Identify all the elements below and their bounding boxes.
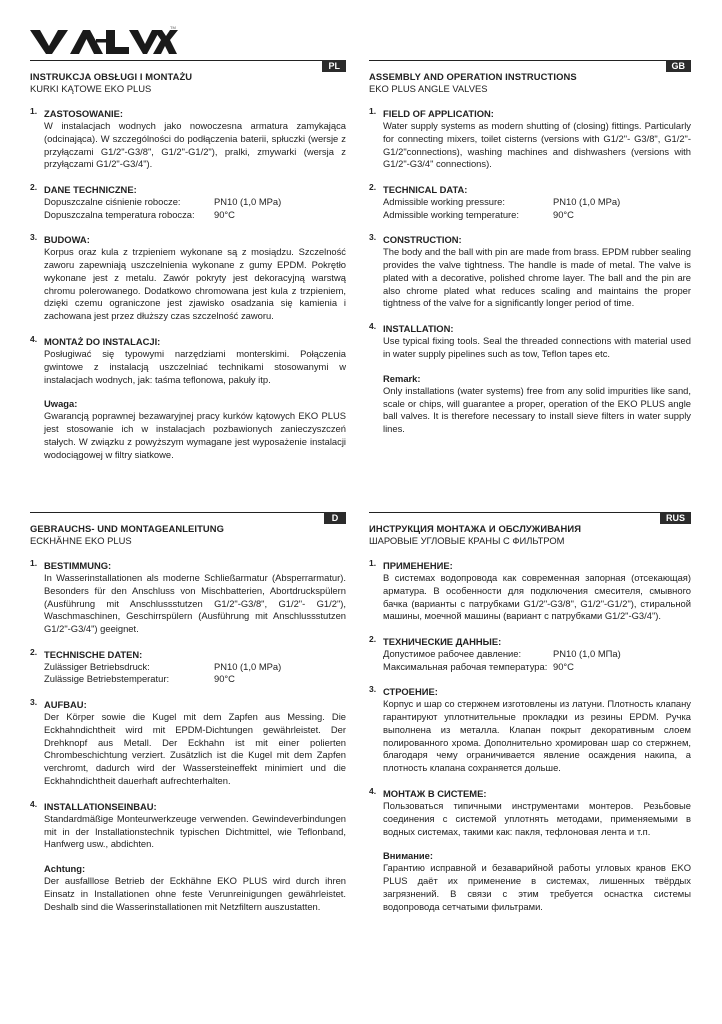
section-number: 1. bbox=[369, 558, 377, 568]
ru-section-construction bbox=[369, 686, 691, 775]
section-text: Water supply systems as modern shutting of (closing) fittings. Particularly for connecting mixers, toilet cisterns (versions with G1/2"- G3/8", G1/2"-G1/2"connections), washing machines and dishwashers (versions with G1/2"-G3/4" connections). bbox=[383, 120, 691, 170]
gb-title: ASSEMBLY AND OPERATION INSTRUCTIONS bbox=[369, 71, 577, 82]
section-title: ТЕХНИЧЕСКИЕ ДАННЫЕ: bbox=[383, 636, 502, 648]
spec-label: Dopuszczalne ciśnienie robocze: bbox=[44, 196, 181, 208]
section-text: Пользоваться типичными инструментами монтеров. Резьбовые соединения с системой уплотнять методами, применяемыми в водных системах, такими как: пакля, тефлоновая лента и т.п. bbox=[383, 799, 691, 837]
pl-section-technical bbox=[30, 184, 346, 221]
ru-section-application bbox=[369, 560, 691, 623]
spec-label: Admissible working temperature: bbox=[383, 208, 519, 220]
de-section-construction bbox=[30, 696, 346, 788]
spec-value: PN10 (1,0 MPa) bbox=[214, 660, 282, 672]
note-text: Gwarancją poprawnej bezawaryjnej pracy kurków kątowych EKO PLUS jest stosowanie ich w instalacjach pozbawionych zanieczyszczeń stałych. W związku z powyższym wymagane jest wyposażenie instalacji wodociągowej w filtry siatkowe. bbox=[44, 410, 346, 460]
section-text: Der Körper sowie die Kugel mit dem Zapfen aus Messing. Die Eckhahndichtheit wird mit EPDM-Dichtungen gewährleistet. Der Drehknopf aus Metall. Der Eckhahn ist mit einer polierten Chrombeschichtung verziert. Zusätzlich ist die Kugel mit dem Zapfen verchromt, dadurch wird der Wassersteineffekt minimiert und die Eckhahndichtheit dauerhaft aufrechterhalten. bbox=[44, 710, 346, 786]
spec-value: 90°C bbox=[214, 673, 235, 685]
gb-section-technical bbox=[369, 184, 691, 221]
note-text: Гарантию исправной и безаварийной работы угловых кранов EKO PLUS даёт их применение в системах, лишенных твёрдых загрязнений. В связи с этим требуется оснастка системы водопровода сетчатыми фильтрами. bbox=[383, 862, 691, 912]
pl-section-application bbox=[30, 108, 346, 171]
spec-row-temperature bbox=[383, 661, 691, 674]
spec-row-temperature bbox=[44, 209, 346, 222]
de-section-technical bbox=[30, 646, 346, 686]
note-title: Внимание: bbox=[383, 850, 433, 862]
section-number: 4. bbox=[369, 321, 377, 332]
section-number: 4. bbox=[30, 798, 38, 809]
section-title: СТРОЕНИЕ: bbox=[383, 686, 438, 698]
pl-header bbox=[30, 60, 346, 95]
spec-row-temperature bbox=[44, 673, 346, 686]
section-title: ПРИМЕНЕНИЕ: bbox=[383, 560, 453, 571]
de-section-application bbox=[30, 560, 346, 636]
spec-label: Admissible working pressure: bbox=[383, 196, 505, 208]
language-badge-pl: PL bbox=[322, 60, 346, 72]
language-badge-ru: RUS bbox=[660, 512, 691, 524]
valvex-logo bbox=[30, 26, 178, 56]
section-title: FIELD OF APPLICATION: bbox=[383, 108, 494, 119]
section-title: МОНТАЖ В СИСТЕМЕ: bbox=[383, 787, 487, 799]
language-badge-gb: GB bbox=[666, 60, 692, 72]
section-gb bbox=[369, 60, 691, 436]
section-number: 1. bbox=[30, 558, 38, 568]
spec-value: PN10 (1,0 МПа) bbox=[553, 648, 621, 660]
de-header bbox=[30, 512, 346, 547]
section-number: 2. bbox=[30, 646, 38, 657]
section-number: 3. bbox=[369, 232, 377, 243]
spec-row-pressure bbox=[383, 648, 691, 661]
section-title: MONTAŻ DO INSTALACJI: bbox=[44, 335, 161, 347]
spec-label: Dopuszczalna temperatura robocza: bbox=[44, 208, 195, 220]
section-text: Posługiwać się typowymi narzędziami monterskimi. Połączenia gwintowe z instalacją uszczelniać technikami stosowanymi w instalacjach wodnych, jak: taśma teflonowa, pakuły itp. bbox=[44, 347, 346, 385]
pl-subtitle: KURKI KĄTOWE EKO PLUS bbox=[30, 83, 152, 94]
de-title: GEBRAUCHS- UND MONTAGEANLEITUNG bbox=[30, 523, 225, 534]
svg-text:TM: TM bbox=[170, 26, 176, 30]
section-title: AUFBAU: bbox=[44, 698, 87, 710]
ru-subtitle: ШАРОВЫЕ УГЛОВЫЕ КРАНЫ С ФИЛЬТРОМ bbox=[369, 535, 565, 546]
section-de bbox=[30, 512, 346, 914]
section-number: 1. bbox=[369, 106, 377, 116]
section-number: 3. bbox=[30, 696, 38, 707]
section-text: Use typical fixing tools. Seal the threaded connections with material used in water supply pipelines such as tow, Teflon tapes etc. bbox=[383, 335, 691, 359]
section-number: 3. bbox=[30, 232, 38, 243]
spec-value: 90°C bbox=[553, 208, 574, 220]
section-number: 3. bbox=[369, 684, 377, 695]
section-title: TECHNISCHE DATEN: bbox=[44, 648, 143, 660]
pl-section-installation bbox=[30, 333, 346, 462]
gb-section-installation bbox=[369, 323, 691, 436]
spec-row-pressure bbox=[44, 661, 346, 674]
gb-subtitle: EKO PLUS ANGLE VALVES bbox=[369, 83, 488, 94]
section-title: INSTALLATION: bbox=[383, 323, 454, 335]
de-section-installation bbox=[30, 798, 346, 914]
note-title: Remark: bbox=[383, 372, 421, 384]
section-number: 4. bbox=[369, 785, 377, 796]
section-title: BUDOWA: bbox=[44, 234, 90, 246]
section-number: 1. bbox=[30, 106, 38, 116]
spec-label: Допустимое рабочее давление: bbox=[383, 648, 522, 660]
ru-header bbox=[369, 512, 691, 547]
spec-label: Zulässiger Betriebsdruck: bbox=[44, 660, 150, 672]
spec-value: PN10 (1,0 MPa) bbox=[553, 196, 621, 208]
section-number: 2. bbox=[369, 634, 377, 645]
gb-header bbox=[369, 60, 691, 95]
gb-section-construction bbox=[369, 234, 691, 310]
pl-title: INSTRUKCJA OBSŁUGI I MONTAŻU bbox=[30, 71, 193, 82]
section-number: 2. bbox=[30, 182, 38, 193]
section-number: 2. bbox=[369, 182, 377, 193]
pl-section-construction bbox=[30, 234, 346, 323]
section-text: The body and the ball with pin are made from brass. EPDM rubber sealing provides the valve tightness. The handle is made of metal. The valve is plated with a decorative, polished chrome layer. The ball and the pin are also chrome plated what reduces scaling and maintains the proper tightness of the valve for a significantly longer period of time. bbox=[383, 246, 691, 309]
gb-section-application bbox=[369, 108, 691, 171]
note-text: Der ausfalllose Betrieb der Eckhähne EKO PLUS wird durch ihren Einsatz in Installationen ohne feste Verunreinigungen gewährleistet. Deshalb sind die Wasserinstallationen mit Netzfiltern auszustatten. bbox=[44, 875, 346, 912]
section-ru bbox=[369, 512, 691, 914]
spec-label: Максимальная рабочая температура: bbox=[383, 660, 548, 672]
section-number: 4. bbox=[30, 333, 38, 344]
spec-value: 90°C bbox=[553, 660, 574, 672]
section-title: CONSTRUCTION: bbox=[383, 234, 462, 246]
section-text: Standardmäßige Monteurwerkzeuge verwenden. Gewindeverbindungen mit in der Installationstechnik typischen Dichtmittel, wie Teflonband, Hanfwerg usw., abdichten. bbox=[44, 812, 346, 850]
spec-row-temperature bbox=[383, 209, 691, 222]
section-text: W instalacjach wodnych jako nowoczesna armatura zamykająca (odcinająca). W szczególności do podłączenia baterii, spłuczki (wersje z przyłączami G1/2"-G3/8", G1/2"-G1/2"), pralki, zmywarki (wersja z przyłączami G1/2"-G3/4"). bbox=[44, 120, 346, 170]
spec-row-pressure bbox=[44, 196, 346, 209]
note-title: Achtung: bbox=[44, 863, 86, 875]
ru-section-technical bbox=[369, 636, 691, 673]
section-title: INSTALLATIONSEINBAU: bbox=[44, 800, 157, 812]
ru-section-installation bbox=[369, 785, 691, 914]
section-pl bbox=[30, 60, 346, 462]
section-title: ZASTOSOWANIE: bbox=[44, 108, 123, 119]
spec-value: 90°C bbox=[214, 208, 235, 220]
section-title: BESTIMMUNG: bbox=[44, 560, 112, 571]
section-text: В системах водопровода как современная запорная (отсекающая) арматура. В особенности для подключения смесителя, смывного бачка (варианты с патрубками G1/2"-G3/8", G1/2"-G1/2"), стиральной машины, моечной машины (вариант с патрубками G1/2"-G3/4"). bbox=[383, 572, 691, 622]
note-text: Only installations (water systems) free from any solid impurities like sand, scale or chips, will guarantee a proper, operation of the EKO PLUS angle ball valves. It is therefore necessary to install sieve filters in water supply lines. bbox=[383, 384, 691, 435]
ru-title: ИНСТРУКЦИЯ МОНТАЖА И ОБСЛУЖИВАНИЯ bbox=[369, 523, 582, 534]
section-text: Корпус и шар со стержнем изготовлены из латуни. Плотность клапану гарантируют уплотнительные прокладки из резины EPDM. Ручка выполнена из металла. Клапан покрыт декоративным слоем полированного хрома. Дополнительно хромирован шар со стержнем, благодаря чему ограничивается явление осаждения накипа, а плотность клапана сохраняется дольше. bbox=[383, 698, 691, 774]
note-title: Uwaga: bbox=[44, 398, 78, 410]
section-text: In Wasserinstallationen als moderne Schließarmatur (Absperrarmatur). Besonders für den Anschluss von Mischbatterien, Abortdruckspülern (Ausführung mit Anschlussstutzen G1/2"-G3/8", G1/2"- G1/2"), Waschmaschinen, Geschirrspülern (Ausführung mit Anschlussstutzen G1/2"-G3/4") geeignet. bbox=[44, 572, 346, 635]
spec-label: Zulässige Betriebstemperatur: bbox=[44, 673, 170, 685]
section-text: Korpus oraz kula z trzpieniem wykonane są z mosiądzu. Szczelność zaworu zapewniają uszczelnienia wykonane z gumy EPDM. Pokrętło wykonane jest z metalu. Zawór pokryty jest dekoracyjną warstwą chromu polerowanego. Dodatkowo chromowana jest kula z trzpieniem, dzięki czemu ograniczone jest zjawisko osadzania się kamienia i zachowana jest przez dłuższy czas szczelność zaworu. bbox=[44, 246, 346, 322]
de-subtitle: ECKHÄHNE EKO PLUS bbox=[30, 535, 132, 546]
language-badge-de: D bbox=[324, 512, 346, 524]
spec-row-pressure bbox=[383, 196, 691, 209]
section-title: TECHNICAL DATA: bbox=[383, 184, 468, 196]
spec-value: PN10 (1,0 MPa) bbox=[214, 196, 282, 208]
section-title: DANE TECHNICZNE: bbox=[44, 184, 137, 196]
